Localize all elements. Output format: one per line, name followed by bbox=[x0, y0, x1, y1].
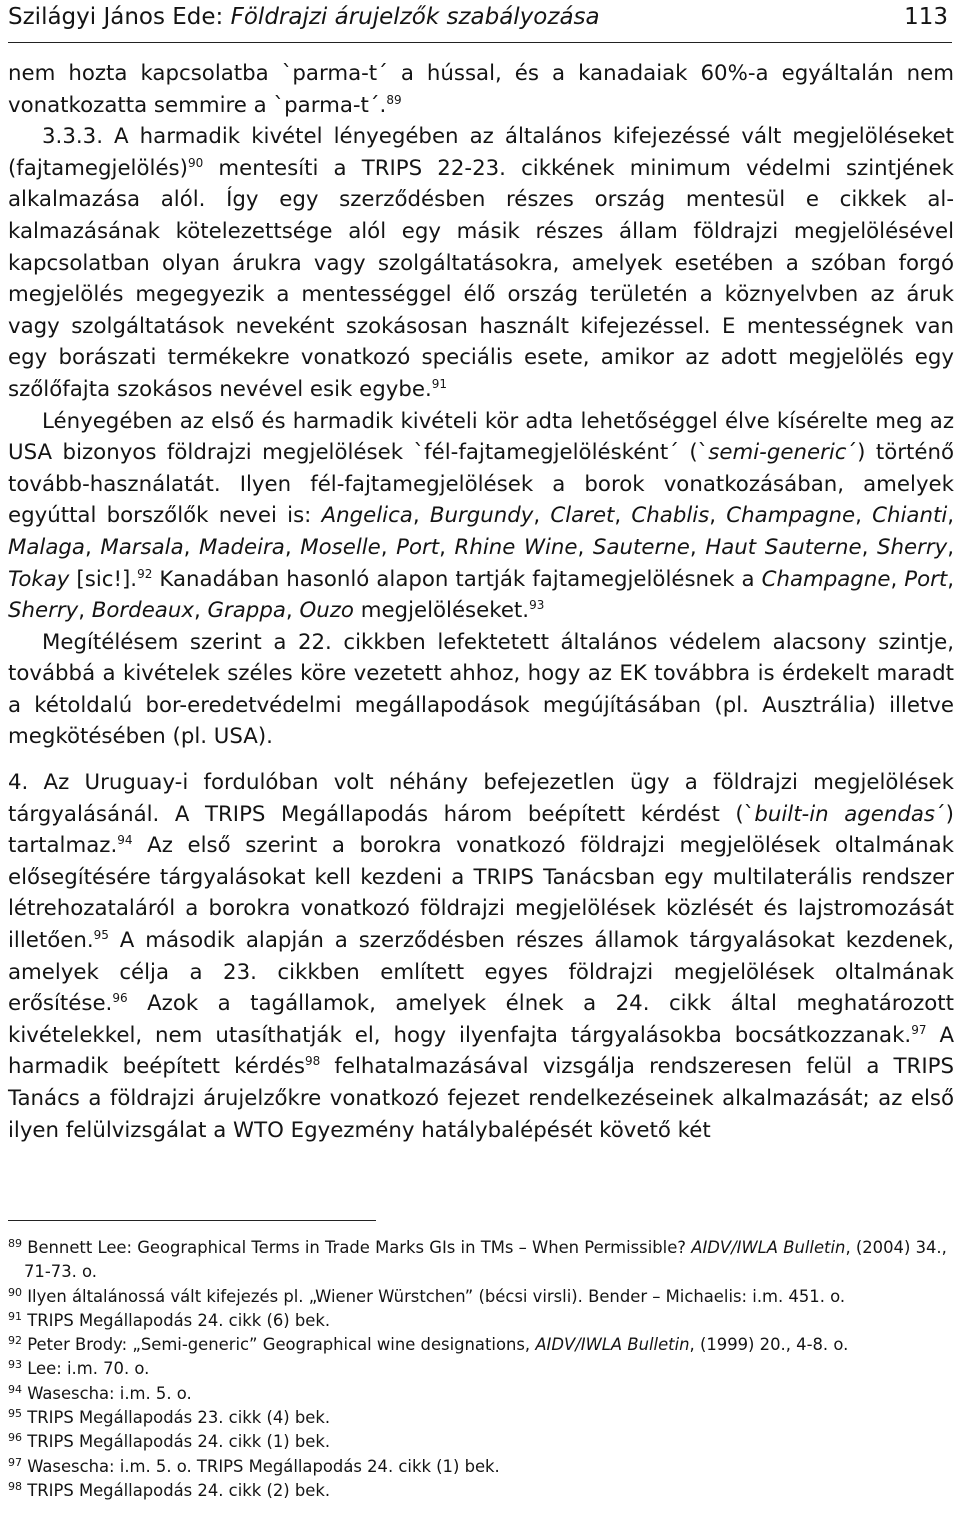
text-run: Wasescha: i.m. 5. o. bbox=[27, 1383, 192, 1403]
italic-text: Sauterne bbox=[592, 534, 690, 560]
text-run: , bbox=[533, 503, 551, 529]
text-run: , bbox=[890, 566, 905, 592]
text-run: , bbox=[577, 534, 593, 560]
footnote-ref: 98 bbox=[304, 1054, 321, 1069]
italic-text: Port bbox=[904, 566, 948, 592]
paragraph bbox=[8, 767, 954, 1146]
text-run: , bbox=[183, 534, 200, 560]
footnote bbox=[8, 1430, 954, 1454]
footnote bbox=[8, 1333, 954, 1357]
footnote bbox=[8, 1236, 954, 1285]
italic-text: semi-generic bbox=[708, 440, 847, 466]
footnote-number: 95 bbox=[8, 1407, 22, 1421]
italic-text: Grappa bbox=[207, 598, 286, 624]
paragraph bbox=[8, 627, 954, 753]
text-run: Peter Brody: „Semi-generic” Geographical wine designations, bbox=[27, 1335, 536, 1355]
italic-text: Marsala bbox=[100, 534, 184, 560]
text-run: TRIPS Megállapodás 24. cikk (1) bek. bbox=[27, 1432, 331, 1452]
text-run: Megítélésem szerint a 22. cikkben lefektetett általános védelem alacsony szintje, továbbá a kivételek széles köre vezetett ahhoz, hogy az EK továbbra is érdekelt maradt a kétoldalú bor-eredetvédelmi megállapodások megújításában (pl. Ausztrália) illetve megkötésében (pl. USA). bbox=[8, 629, 954, 750]
footnote bbox=[8, 1406, 954, 1430]
footnote-separator bbox=[8, 1220, 376, 1221]
text-run: Wasescha: i.m. 5. o. TRIPS Megállapodás 24. cikk (1) bek. bbox=[27, 1456, 500, 1476]
footnote bbox=[8, 1309, 954, 1333]
text-run: , bbox=[380, 534, 397, 560]
page-header bbox=[8, 0, 952, 43]
text-run: , bbox=[614, 503, 632, 529]
footnote-number: 92 bbox=[8, 1334, 22, 1348]
text-run: , (1999) 20., 4-8. o. bbox=[689, 1335, 849, 1355]
italic-text: Chianti bbox=[872, 503, 948, 529]
paragraph bbox=[8, 406, 954, 627]
running-title-author: Szilágyi János Ede: bbox=[8, 4, 231, 30]
footnote bbox=[8, 1285, 954, 1309]
text-run: TRIPS Megállapodás 24. cikk (2) bek. bbox=[27, 1480, 331, 1500]
text-run: A második alapján a szerződésben részes államok tárgyalásokat kezdenek, amelyek célja a 23. cikkben említett egyes földrajzi megjelölések oltalmának erősítése. bbox=[8, 928, 954, 1017]
italic-text: Haut Sauterne bbox=[705, 534, 862, 560]
text-run: , bbox=[193, 598, 208, 624]
body-text bbox=[8, 58, 954, 1146]
footnote-ref: 90 bbox=[187, 155, 204, 170]
text-run: , bbox=[285, 598, 300, 624]
text-run: 3.3.3. A harmadik kivétel lényegében az általános kifejezéssé vált megjelöléseket (fajtamegjelölés) bbox=[8, 124, 954, 181]
text-run: Az első szerint a borokra vonatkozó földrajzi megjelölések oltalmának elősegítésére tárgyalásokat kell kezdeni a TRIPS Tanácsban egy multilaterális rendszer létrehozataláról a borokra vonatkozó földrajzi megjelölések közlését és lajstromozását illetően. bbox=[8, 833, 954, 954]
paragraph bbox=[8, 121, 954, 405]
text-run: Lee: i.m. 70. o. bbox=[27, 1359, 150, 1379]
text-run: megjelöléseket. bbox=[353, 598, 530, 624]
footnote-number: 98 bbox=[8, 1479, 22, 1493]
text-run: , bbox=[439, 534, 455, 560]
text-run: Bennett Lee: Geographical Terms in Trade Marks GIs in TMs – When Permissible? bbox=[27, 1238, 692, 1257]
footnote bbox=[8, 1357, 954, 1381]
italic-text: Moselle bbox=[300, 534, 381, 560]
italic-text: Tokay bbox=[8, 566, 70, 592]
text-run: nem hozta kapcsolatba `parma-t´ a hússal, és a kanadaiak 60%-a egyáltalán nem vonatkozatta semmire a `parma-t´. bbox=[8, 61, 954, 118]
italic-text: built-in agendas bbox=[754, 801, 936, 827]
footnote bbox=[8, 1382, 954, 1406]
text-run: felhatalmazásával vizsgálja rendszeresen felül a TRIPS Tanács a földrajzi árujelzőkre vonatkozó fejezet rendelkezéseinek alkalmazását; az első ilyen felülvizsgálat a WTO Egyezmény hatálybalépését követő két bbox=[8, 1054, 955, 1143]
footnote-ref: 95 bbox=[93, 928, 109, 943]
text-run: TRIPS Megállapodás 24. cikk (6) bek. bbox=[27, 1310, 331, 1330]
text-run: 4. Az Uruguay-i fordulóban volt néhány befejezetlen ügy a földrajzi megjelölések tárgyalásánál. A TRIPS Megállapodás három beépített kérdést (` bbox=[8, 770, 954, 827]
footnote-ref: 89 bbox=[386, 92, 402, 107]
text-run: ´) tartalmaz. bbox=[8, 801, 954, 859]
footnote bbox=[8, 1455, 954, 1479]
running-title-work: Földrajzi árujelzők szabályozása bbox=[230, 4, 600, 30]
italic-text: Port bbox=[396, 534, 440, 560]
italic-text: Claret bbox=[550, 503, 615, 529]
italic-text: Angelica bbox=[321, 503, 413, 529]
italic-text: Burgundy bbox=[429, 503, 534, 529]
text-run: , bbox=[855, 503, 873, 529]
text-run: , bbox=[412, 503, 430, 529]
running-title bbox=[8, 2, 600, 32]
italic-text: Chablis bbox=[631, 503, 710, 529]
italic-text: Bordeaux bbox=[91, 598, 194, 624]
italic-text: Ouzo bbox=[299, 598, 354, 624]
italic-text: Champagne bbox=[726, 503, 856, 529]
italic-text: Rhine Wine bbox=[454, 534, 578, 560]
text-run: ´) történő tovább-használatát. Ilyen fél-fajtamegjelölések a borok vonatkozásában, amelyek egyúttal borszőlők nevei is: bbox=[8, 440, 955, 529]
footnote-number: 96 bbox=[8, 1431, 22, 1445]
text-run: , bbox=[861, 534, 877, 560]
footnote-ref: 91 bbox=[431, 376, 448, 391]
text-run: Azok a tagállamok, amelyek élnek a 24. cikk által meghatározott kivételekkel, nem utasíthatják el, hogy ilyenfajta tárgyalásokba bocsátkozzanak. bbox=[8, 991, 954, 1048]
footnote-number: 89 bbox=[8, 1237, 22, 1250]
text-run: , (2004) 34., 71-73. o. bbox=[24, 1238, 947, 1282]
footnotes bbox=[8, 1236, 954, 1503]
italic-text: Sherry bbox=[8, 598, 79, 624]
footnote bbox=[8, 1479, 954, 1503]
footnote-number: 91 bbox=[8, 1309, 22, 1323]
footnote-number: 93 bbox=[8, 1358, 22, 1372]
text-run: A harmadik beépített kérdés bbox=[8, 1022, 955, 1080]
italic-text: Champagne bbox=[761, 566, 891, 592]
footnote-number: 90 bbox=[8, 1285, 22, 1299]
footnote-number: 94 bbox=[8, 1382, 22, 1396]
paragraph bbox=[8, 58, 954, 121]
footnote-ref: 93 bbox=[529, 598, 545, 613]
text-run: mentesíti a TRIPS 22-23. cikkének minimum védelmi szintjének alkalmazása alól. Így egy szerződésben részes ország mentesül e cikkek alkalmazásának kötelezettsége alól egy másik részes állam földrajzi megjelölésével kapcsolatban olyan árukra vagy szolgáltatásokra, amelyek esetében a szóban forgó megjelölés megegyezik a mentességgel élő ország területén a köznyelvben az áruk vagy szolgáltatások neveként szokásosan használt kifejezéssel. E mentességnek van egy borászati termékekre vonatkozó speciális esete, amikor az adott megjelölés egy szőlőfajta szokásos nevével esik egybe. bbox=[8, 155, 954, 402]
footnote-ref: 94 bbox=[117, 833, 133, 848]
italic-text: AIDV/IWLA Bulletin bbox=[535, 1335, 690, 1355]
footnote-number: 97 bbox=[8, 1455, 22, 1469]
text-run: , bbox=[78, 598, 92, 624]
text-run: , bbox=[947, 566, 954, 592]
italic-text: Malaga bbox=[8, 534, 85, 560]
italic-text: AIDV/IWLA Bulletin bbox=[691, 1238, 846, 1257]
text-run: , bbox=[709, 503, 727, 529]
text-run: , bbox=[947, 534, 955, 560]
footnote-ref: 92 bbox=[137, 566, 153, 581]
text-run: Kanadában hasonló alapon tartják fajtamegjelölésnek a bbox=[152, 566, 762, 592]
text-run: , bbox=[689, 534, 706, 560]
italic-text: Madeira bbox=[199, 534, 285, 560]
footnote-ref: 97 bbox=[911, 1022, 927, 1037]
footnote-ref: 96 bbox=[112, 991, 128, 1006]
text-run: , bbox=[947, 503, 955, 529]
italic-text: Sherry bbox=[877, 534, 948, 560]
text-run: TRIPS Megállapodás 23. cikk (4) bek. bbox=[27, 1408, 331, 1428]
page-number: 113 bbox=[904, 4, 948, 30]
text-run: , bbox=[84, 534, 101, 560]
text-run: [sic!]. bbox=[69, 566, 138, 592]
text-run: Ilyen általánossá vált kifejezés pl. „Wiener Würstchen” (bécsi virsli). Bender – Michaelis: i.m. 451. o. bbox=[27, 1286, 846, 1306]
text-run: Lényegében az első és harmadik kivételi kör adta lehetőséggel élve kísérelte meg az USA bizonyos földrajzi megjelölések `fél-fajtamegjelölésként´ (` bbox=[8, 408, 954, 466]
text-run: , bbox=[284, 534, 301, 560]
